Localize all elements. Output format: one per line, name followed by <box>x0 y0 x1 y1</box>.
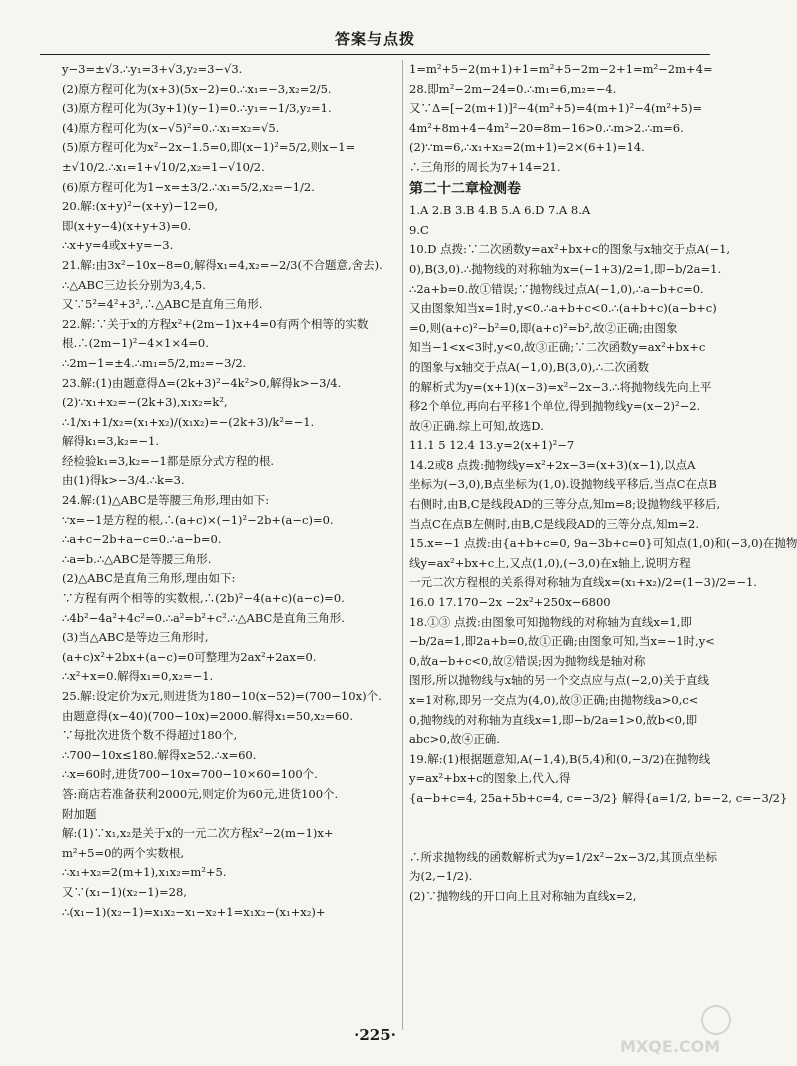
text-line: 又∵Δ=[−2(m+1)]²−4(m²+5)=4(m+1)²−4(m²+5)= <box>409 101 703 116</box>
text-line: 15.x=−1 点拨:由{a+b+c=0, 9a−3b+c=0}可知点(1,0)和(−3,0)在抛物 <box>409 536 797 551</box>
text-line: 即(x+y−4)(x+y+3)=0. <box>62 218 192 233</box>
text-line: x=1对称,即另一交点为(4,0),故③正确;由抛物线a>0,c< <box>409 693 699 707</box>
text-line: (2)∵m=6,∴x₁+x₂=2(m+1)=2×(6+1)=14. <box>409 140 645 155</box>
text-line: ∴a=b.∴△ABC是等腰三角形. <box>62 551 212 566</box>
text-line: m²+5=0的两个实数根, <box>62 845 185 860</box>
text-line: {a−b+c=4, 25a+5b+c=4, c=−3/2} 解得{a=1/2, b=−2, c=−3/2} <box>409 790 788 805</box>
text-line: 坐标为(−3,0),B点坐标为(1,0).设抛物线平移后,当点C在点B <box>409 477 717 492</box>
text-line: ∴(x₁−1)(x₂−1)=x₁x₂−x₁−x₂+1=x₁x₂−(x₁+x₂)+ <box>62 904 326 919</box>
text-line: 20.解:(x+y)²−(x+y)−12=0, <box>62 199 218 214</box>
text-line: 由(1)得k>−3/4.∴k=3. <box>62 473 185 488</box>
text-line: 的解析式为y=(x+1)(x−3)=x²−2x−3.∴将抛物线先向上平 <box>409 379 712 394</box>
text-line: 又由图象知当x=1时,y<0.∴a+b+c<0.∴(a+b+c)(a−b+c) <box>409 301 717 316</box>
text-line: 10.D 点拨:∵二次函数y=ax²+bx+c的图象与x轴交于点A(−1, <box>409 242 731 257</box>
text-line: 根.∴(2m−1)²−4×1×4=0. <box>62 336 209 351</box>
text-line: ∵每批次进货个数不得超过180个, <box>62 728 238 743</box>
right-top-block <box>409 60 753 178</box>
page-header <box>40 28 710 55</box>
text-line: ∵方程有两个相等的实数根,∴(2b)²−4(a+c)(a−c)=0. <box>62 591 345 606</box>
text-line: −b/2a=1,即2a+b=0,故①正确;由图象可知,当x=−1时,y< <box>409 634 715 649</box>
text-line: 为(2,−1/2). <box>409 869 473 884</box>
text-line: y=ax²+bx+c的图象上,代入,得 <box>409 771 571 786</box>
text-line: 24.解:(1)△ABC是等腰三角形,理由如下: <box>62 493 270 508</box>
text-line: (2)原方程可化为(x+3)(5x−2)=0.∴x₁=−3,x₂=2/5. <box>62 81 332 96</box>
text-line: 4m²+8m+4−4m²−20=8m−16>0.∴m>2.∴m=6. <box>409 120 684 135</box>
watermark-text: MXQE.COM <box>620 1037 721 1056</box>
text-line: 14.2或8 点拨:抛物线y=x²+2x−3=(x+3)(x−1),以点A <box>409 457 696 472</box>
text-line: ∴x+y=4或x+y=−3. <box>62 238 174 253</box>
text-line: 22.解:∵关于x的方程x²+(2m−1)x+4=0有两个相等的实数 <box>62 316 369 331</box>
text-line: ∴所求抛物线的函数解析式为y=1/2x²−2x−3/2,其顶点坐标 <box>409 849 717 864</box>
text-line: 0),B(3,0).∴抛物线的对称轴为x=(−1+3)/2=1,即−b/2a=1. <box>409 261 722 276</box>
text-line: (4)原方程可化为(x−√5)²=0.∴x₁=x₂=√5. <box>62 120 280 135</box>
text-line: ∴700−10x≤180.解得x≥52.∴x=60. <box>62 747 257 762</box>
text-line: (3)当△ABC是等边三角形时, <box>62 630 209 645</box>
text-line: ±√10/2.∴x₁=1+√10/2,x₂=1−√10/2. <box>62 159 265 174</box>
text-line: 移2个单位,再向右平移1个单位,得到抛物线y=(x−2)²−2. <box>409 399 701 414</box>
right-bottom-block <box>409 201 797 906</box>
text-line: (2)∵抛物线的开口向上且对称轴为直线x=2, <box>409 888 637 903</box>
page-number: ·225· <box>354 1026 396 1044</box>
text-line: 又∵5²=4²+3²,∴△ABC是直角三角形. <box>62 297 263 312</box>
text-line: 11.1 5 12.4 13.y=2(x+1)²−7 <box>409 438 575 453</box>
text-line: 一元二次方程根的关系得对称轴为直线x=(x₁+x₂)/2=(1−3)/2=−1. <box>409 575 757 590</box>
text-line: ∴x²+x=0.解得x₁=0,x₂=−1. <box>62 669 214 684</box>
left-column <box>62 60 392 922</box>
text-line: 9.C <box>409 222 429 237</box>
text-line: ∴x=60时,进货700−10x=700−10×60=100个. <box>62 767 318 782</box>
text-line: ∴△ABC三边长分别为3,4,5. <box>62 277 206 292</box>
text-line: ∴三角形的周长为7+14=21. <box>409 159 561 174</box>
text-line: 答:商店若准备获利2000元,则定价为60元,进货100个. <box>62 786 339 801</box>
text-line: 19.解:(1)根据题意知,A(−1,4),B(5,4)和(0,−3/2)在抛物线 <box>409 751 711 766</box>
text-line: 线y=ax²+bx+c上,又点(1,0),(−3,0)在x轴上,说明方程 <box>409 555 691 570</box>
watermark-logo <box>616 998 736 1058</box>
text-line: ∴1/x₁+1/x₂=(x₁+x₂)/(x₁x₂)=−(2k+3)/k²=−1. <box>62 414 315 429</box>
text-line: (2)∵x₁+x₂=−(2k+3),x₁x₂=k², <box>62 395 228 410</box>
text-line: ∴a+c−2b+a−c=0.∴a−b=0. <box>62 532 222 547</box>
text-line: 当点C在点B左侧时,由B,C是线段AD的三等分点,知m=2. <box>409 516 700 531</box>
text-line: 又∵(x₁−1)(x₂−1)=28, <box>62 884 187 899</box>
text-line <box>409 809 753 829</box>
text-line: 解:(1)∵x₁,x₂是关于x的一元二次方程x²−2(m−1)x+ <box>62 826 334 841</box>
text-line: (6)原方程可化为1−x=±3/2.∴x₁=5/2,x₂=−1/2. <box>62 179 315 194</box>
text-line: 附加题 <box>62 806 97 821</box>
text-line: (a+c)x²+2bx+(a−c)=0可整理为2ax²+2ax=0. <box>62 649 317 664</box>
text-line: 经检验k₁=3,k₂=−1都是原分式方程的根. <box>62 453 275 468</box>
right-column <box>402 60 797 1030</box>
text-line: 1.A 2.B 3.B 4.B 5.A 6.D 7.A 8.A <box>409 203 591 218</box>
text-line: ∴2m−1=±4.∴m₁=5/2,m₂=−3/2. <box>62 355 247 370</box>
text-line: y−3=±√3.∴y₁=3+√3,y₂=3−√3. <box>62 62 243 76</box>
text-line: =0,则(a+c)²−b²=0,即(a+c)²=b²,故②正确;由图象 <box>409 320 678 335</box>
text-line: (2)△ABC是直角三角形,理由如下: <box>62 571 236 586</box>
header-title: 答案与点拨 <box>334 30 415 48</box>
section-title: 第二十二章检测卷 <box>409 180 521 197</box>
text-line: 由题意得(x−40)(700−10x)=2000.解得x₁=50,x₂=60. <box>62 708 354 723</box>
text-line: 23.解:(1)由题意得Δ=(2k+3)²−4k²>0,解得k>−3/4. <box>62 375 342 390</box>
text-line: 图形,所以抛物线与x轴的另一个交点应与点(−2,0)关于直线 <box>409 673 710 688</box>
text-line: 18.①③ 点拨:由图象可知抛物线的对称轴为直线x=1,即 <box>409 614 692 629</box>
text-line <box>409 828 753 848</box>
text-line: 25.解:设定价为x元,则进货为180−10(x−52)=(700−10x)个. <box>62 689 382 703</box>
text-line: 1=m²+5−2(m+1)+1=m²+5−2m−2+1=m²−2m+4= <box>409 62 713 76</box>
text-line: 故④正确.综上可知,故选D. <box>409 418 544 433</box>
text-line: 16.0 17.170−2x −2x²+250x−6800 <box>409 595 611 610</box>
text-line: 28.即m²−2m−24=0.∴m₁=6,m₂=−4. <box>409 81 617 96</box>
text-line: ∵x=−1是方程的根,∴(a+c)×(−1)²−2b+(a−c)=0. <box>62 512 334 527</box>
text-line: (3)原方程可化为(3y+1)(y−1)=0.∴y₁=−1/3,y₂=1. <box>62 101 332 116</box>
text-line: ∴x₁+x₂=2(m+1),x₁x₂=m²+5. <box>62 865 227 880</box>
text-line: 21.解:由3x²−10x−8=0,解得x₁=4,x₂=−2/3(不合题意,舍去). <box>62 257 383 272</box>
text-line: 0,抛物线的对称轴为直线x=1,即−b/2a=1>0,故b<0,即 <box>409 712 698 727</box>
text-line: 0,故a−b+c<0,故②错误;因为抛物线是轴对称 <box>409 653 646 668</box>
text-line: (5)原方程可化为x²−2x−1.5=0,即(x−1)²=5/2,则x−1= <box>62 140 356 155</box>
text-line: 知当−1<x<3时,y<0,故③正确;∵二次函数y=ax²+bx+c <box>409 340 706 355</box>
text-line: 的图象与x轴交于点A(−1,0),B(3,0),∴二次函数 <box>409 359 650 374</box>
text-line: ∴4b²−4a²+4c²=0.∴a²=b²+c².∴△ABC是直角三角形. <box>62 610 345 625</box>
text-line: abc>0,故④正确. <box>409 732 500 747</box>
text-line: ∴2a+b=0.故①错误;∵抛物线过点A(−1,0),∴a−b+c=0. <box>409 281 704 296</box>
text-line: 右侧时,由B,C是线段AD的三等分点,知m=8;设抛物线平移后, <box>409 497 721 512</box>
text-line: 解得k₁=3,k₂=−1. <box>62 434 160 449</box>
